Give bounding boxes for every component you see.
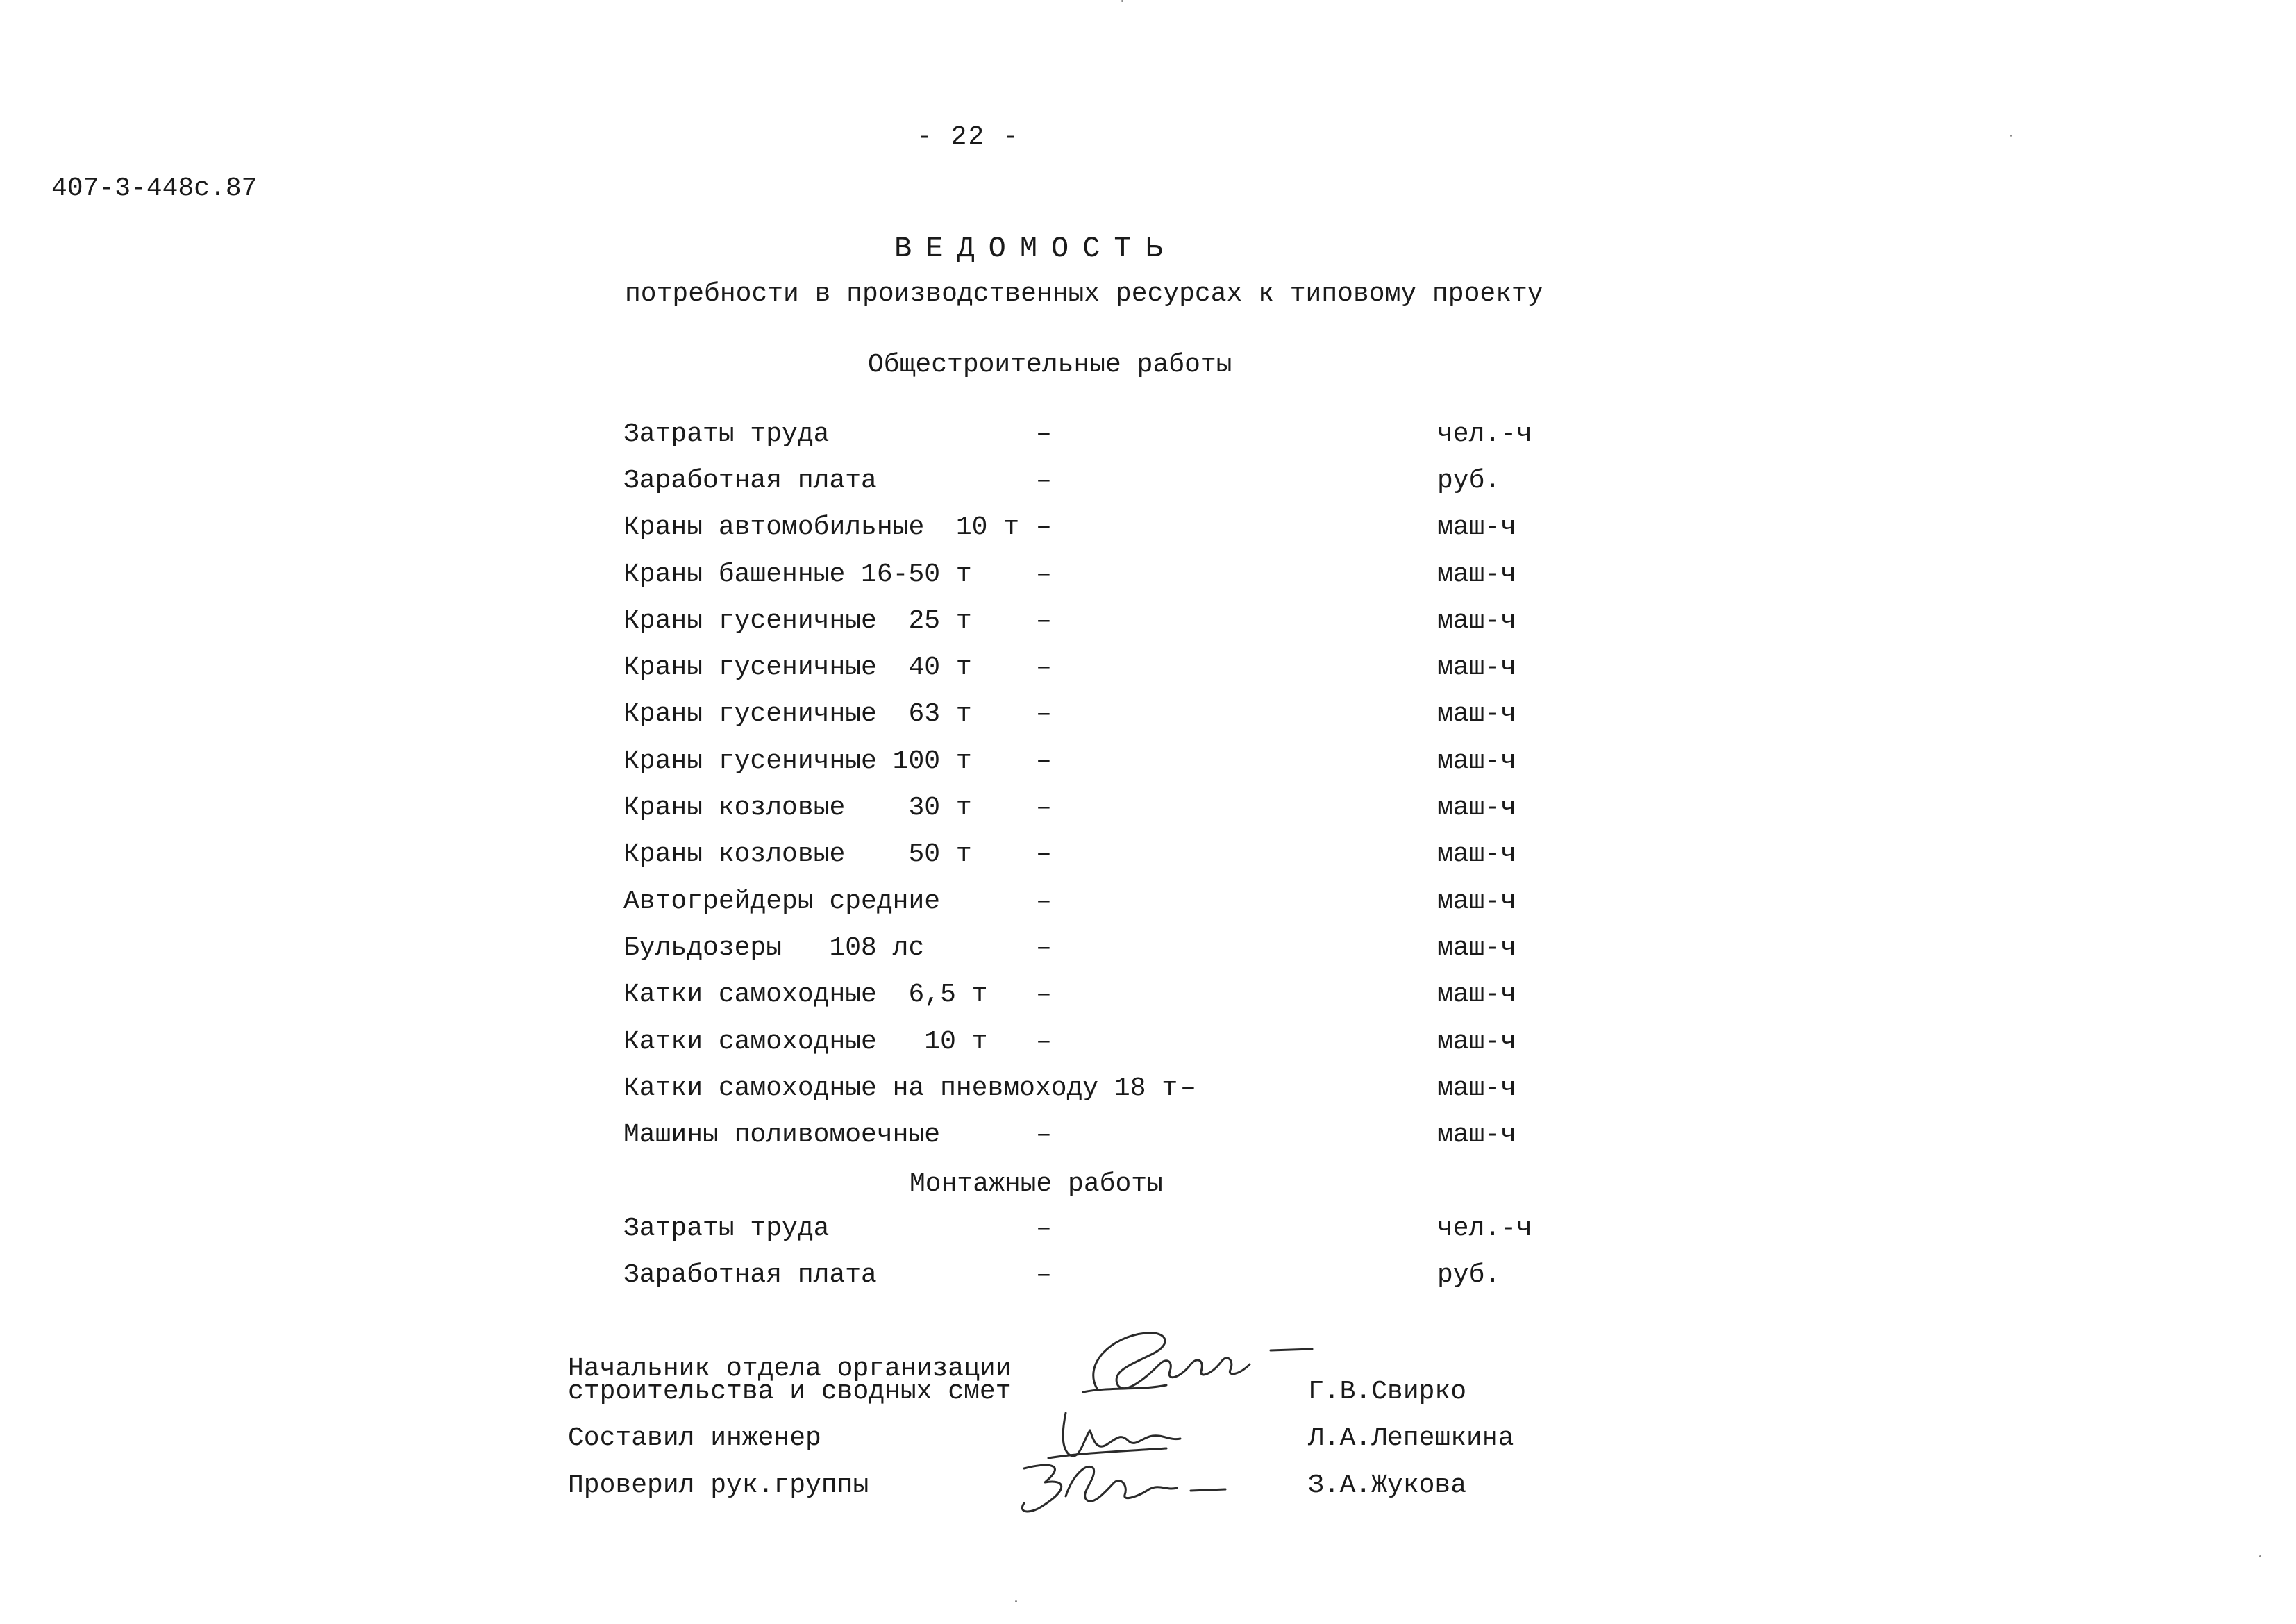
signer-role: Составил инженер [568,1423,821,1453]
handwritten-signature-1 [1069,1323,1319,1406]
row-dash: – [1036,1260,1052,1290]
row-label: Затраты труда [623,419,830,449]
row-dash: – [1036,653,1052,683]
handwritten-signature-3 [1010,1448,1239,1524]
row-dash: – [1036,419,1052,449]
row-dash: – [1036,606,1052,636]
row-unit: маш-ч [1437,793,1517,823]
row-label: Краны козловые 50 т [623,839,972,869]
scan-speck [1015,1600,1017,1602]
row-label: Краны гусеничные 40 т [623,653,972,683]
row-label: Катки самоходные 6,5 т [623,980,988,1010]
row-unit: маш-ч [1437,512,1517,542]
row-label: Краны гусеничные 63 т [623,699,972,729]
row-dash: – [1036,560,1052,589]
row-dash: – [1036,1120,1052,1150]
row-dash: – [1036,746,1052,776]
row-dash: – [1180,1073,1196,1103]
row-unit: маш-ч [1437,1120,1517,1150]
row-label: Заработная плата [623,466,877,496]
document-subtitle: потребности в производственных ресурсах к типовому проекту [625,279,1543,309]
row-unit: маш-ч [1437,606,1517,636]
row-dash: – [1036,933,1052,963]
section-title-general-construction: Общестроительные работы [868,350,1232,380]
row-unit: чел.-ч [1437,1214,1532,1244]
row-dash: – [1036,1027,1052,1057]
row-unit: руб. [1437,1260,1501,1290]
signer-name: Г.В.Свирко [1308,1377,1467,1407]
row-label: Заработная плата [623,1260,877,1290]
row-label: Краны гусеничные 100 т [623,746,972,776]
row-unit: маш-ч [1437,839,1517,869]
row-unit: маш-ч [1437,1027,1517,1057]
page-number: - 22 - [916,122,1020,152]
signer-role: Начальник отдела организации [568,1354,1012,1384]
row-label: Затраты труда [623,1214,830,1244]
row-label: Катки самоходные 10 т [623,1027,988,1057]
row-unit: маш-ч [1437,560,1517,589]
row-unit: маш-ч [1437,933,1517,963]
row-unit: чел.-ч [1437,419,1532,449]
scan-speck [2259,1555,2261,1557]
row-dash: – [1036,980,1052,1010]
row-dash: – [1036,887,1052,916]
row-label: Автогрейдеры средние [623,887,941,916]
row-dash: – [1036,512,1052,542]
scan-speck [1121,0,1123,2]
row-dash: – [1036,466,1052,496]
row-unit: маш-ч [1437,887,1517,916]
row-label: Краны козловые 30 т [623,793,972,823]
section-title-installation: Монтажные работы [910,1169,1163,1199]
row-label: Машины поливомоечные [623,1120,941,1150]
row-label: Краны автомобильные 10 т [623,512,1020,542]
signer-role: Проверил рук.группы [568,1471,869,1500]
scan-speck [2010,135,2012,137]
row-dash: – [1036,839,1052,869]
row-dash: – [1036,1214,1052,1244]
row-dash: – [1036,699,1052,729]
row-unit: руб. [1437,466,1501,496]
signer-role: строительства и сводных смет [568,1377,1012,1407]
row-unit: маш-ч [1437,746,1517,776]
document-title: ВЕДОМОСТЬ [894,232,1177,265]
signer-name: З.А.Жукова [1308,1471,1467,1500]
row-unit: маш-ч [1437,653,1517,683]
row-label: Краны гусеничные 25 т [623,606,972,636]
row-unit: маш-ч [1437,699,1517,729]
row-unit: маш-ч [1437,980,1517,1010]
row-dash: – [1036,793,1052,823]
row-unit: маш-ч [1437,1073,1517,1103]
row-label: Краны башенные 16-50 т [623,560,972,589]
signer-name: Л.А.Лепешкина [1308,1423,1514,1453]
row-label: Бульдозеры 108 лс [623,933,925,963]
document-code: 407-3-448с.87 [51,174,258,203]
row-label: Катки самоходные на пневмоходу 18 т [623,1073,1178,1103]
